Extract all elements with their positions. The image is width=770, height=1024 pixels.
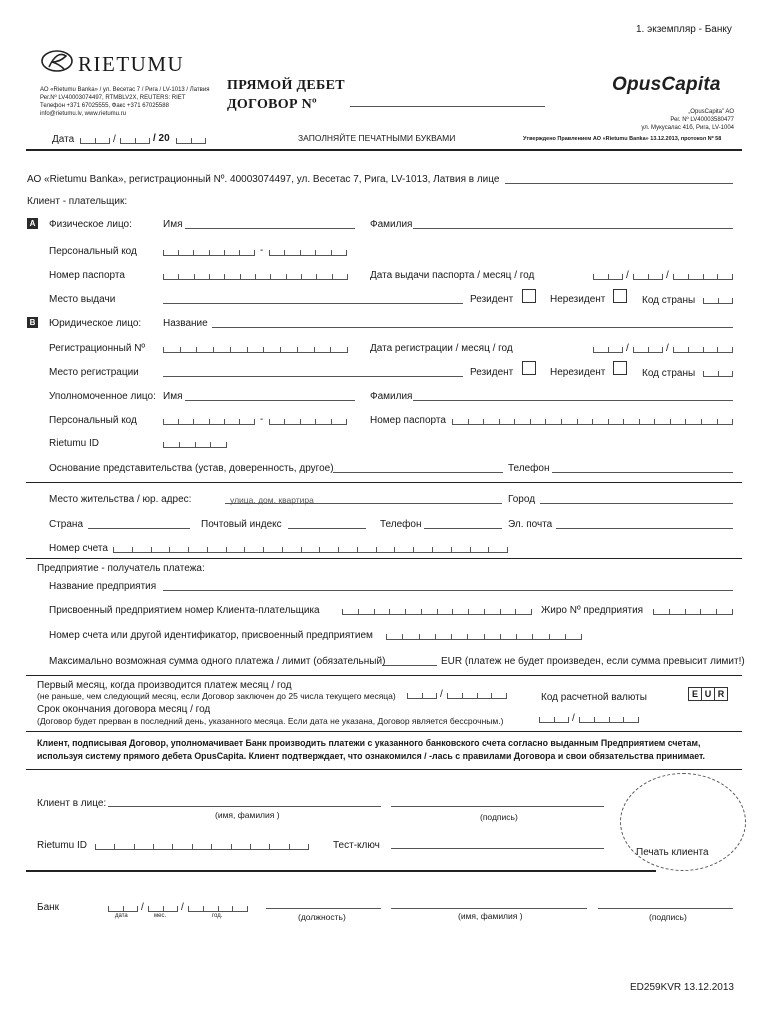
first-month-label: Первый месяц, когда производится платеж месяц / год <box>37 680 292 691</box>
bank-address-line: Рег.Nº LV40003074497, RTMBLV2X, REUTERS: RIET <box>40 95 186 101</box>
client-rietumu-id-field[interactable] <box>95 844 309 850</box>
account-number-field[interactable] <box>113 547 508 553</box>
reg-day-field[interactable] <box>593 347 623 353</box>
client-heading: Клиент - плательщик: <box>27 196 128 207</box>
max-amount-label: Максимально возможная сумма одного платежа / лимит (обязательный) <box>49 656 386 667</box>
phone-field[interactable] <box>552 472 733 473</box>
bank-address-line: Телефон +371 67025555, Факс +371 67025588 <box>40 103 169 109</box>
bank-position-field[interactable] <box>266 908 381 909</box>
opus-address <box>604 108 734 132</box>
signature-hint: (подпись) <box>480 812 518 822</box>
personal-code-part1-field[interactable] <box>163 250 255 256</box>
company-name-label: Название <box>163 318 208 329</box>
name-hint: (имя, фамилия ) <box>215 810 280 820</box>
section-divider <box>26 731 742 732</box>
representation-basis-field[interactable] <box>333 472 503 473</box>
currency-letter: E <box>689 688 702 700</box>
personal-code-dash: - <box>260 414 264 425</box>
address-phone-field[interactable] <box>424 528 502 529</box>
giro-field[interactable] <box>653 609 733 615</box>
reg-place-label: Место регистрации <box>49 367 139 378</box>
bank-address <box>40 86 209 118</box>
rietumu-emblem-icon <box>40 48 74 74</box>
name-field[interactable] <box>185 228 355 229</box>
section-divider <box>26 769 742 770</box>
opus-address-line: Рег. Nº LV40003580477 <box>670 117 734 123</box>
bank-section-divider <box>26 870 656 872</box>
currency-code-field[interactable] <box>688 687 728 701</box>
personal-code-dash: - <box>260 245 264 256</box>
date-separator: / <box>141 902 144 913</box>
section-divider <box>26 675 742 676</box>
position-hint: (должность) <box>298 912 346 922</box>
opuscapita-logo: OpusCapita <box>612 74 721 95</box>
giro-label: Жиро Nº предприятия <box>541 605 644 616</box>
date-separator: / <box>666 270 669 281</box>
opus-address-line: ул. Мукусалас 41б, Рига, LV-1004 <box>641 125 734 131</box>
auth-name-label: Имя <box>163 391 183 402</box>
nonresident-label: Нерезидент <box>550 367 606 378</box>
enterprise-heading: Предприятие - получатель платежа: <box>37 563 205 574</box>
reg-year-field[interactable] <box>673 347 733 353</box>
bank-signature-label: Банк <box>37 902 60 913</box>
auth-name-field[interactable] <box>185 400 355 401</box>
bank-representative-field[interactable] <box>505 183 733 184</box>
auth-personal-code-label: Персональный код <box>49 415 137 426</box>
city-field[interactable] <box>540 503 733 504</box>
authorization-text-line1: Клиент, подписывая Договор, уполномачивает Банк производить платежи с указанного банковского счета согласно выданным Предприятием счетам, <box>37 738 701 748</box>
residence-label: Место жительства / юр. адрес: <box>49 494 192 505</box>
city-label: Город <box>508 494 536 505</box>
date-separator: / <box>626 343 629 354</box>
date-separator: / <box>440 689 443 700</box>
first-month-month-field[interactable] <box>407 693 437 699</box>
nonresident-label: Нерезидент <box>550 294 606 305</box>
client-signature-field[interactable] <box>391 806 604 807</box>
opus-address-line: „OpusCapita” AO <box>688 109 734 115</box>
end-month-field[interactable] <box>539 717 569 723</box>
personal-code-part2-field[interactable] <box>269 250 347 256</box>
currency-letter: U <box>702 688 715 700</box>
country-code-field[interactable] <box>703 371 733 377</box>
representation-basis-label: Основание представительства (устав, доверенность, другое) <box>49 463 334 474</box>
client-number-label: Присвоенный предприятием номер Клиента-плательщика <box>49 605 320 616</box>
individual-label: Физическое лицо: <box>49 219 132 230</box>
auth-passport-label: Номер паспорта <box>370 415 446 426</box>
client-rietumu-id-label: Rietumu ID <box>37 840 88 851</box>
postcode-field[interactable] <box>288 528 366 529</box>
bank-signature-field[interactable] <box>598 908 733 909</box>
date-separator: / <box>113 134 116 145</box>
date-year-field[interactable] <box>176 138 206 144</box>
section-a-marker: A <box>27 218 38 229</box>
date-month-field[interactable] <box>120 138 150 144</box>
fill-instruction: ЗАПОЛНЯЙТЕ ПЕЧАТНЫМИ БУКВАМИ <box>298 133 456 143</box>
name-label: Имя <box>163 219 183 230</box>
account-id-field[interactable] <box>386 634 582 640</box>
auth-personal-code-part2-field[interactable] <box>269 419 347 425</box>
passport-label: Номер паспорта <box>49 270 125 281</box>
address-phone-label: Телефон <box>380 519 422 530</box>
intro-text: АО «Rietumu Banka», регистрационный Nº. 40003074497, ул. Весетас 7, Рига, LV-1013, Латвия в лице <box>27 174 500 185</box>
date-day-field[interactable] <box>80 138 110 144</box>
nonresident-checkbox[interactable] <box>613 361 627 375</box>
first-month-hint: (не раньше, чем следующий месяц, если Договор заключен до 25 числа текущего месяца) <box>37 691 396 701</box>
account-id-label: Номер счета или другой идентификатор, присвоенный предприятием <box>49 630 373 641</box>
street-field[interactable] <box>225 503 502 504</box>
date-separator: / <box>181 902 184 913</box>
max-amount-field[interactable] <box>382 665 437 666</box>
email-label: Эл. почта <box>508 519 553 530</box>
passport-day-field[interactable] <box>593 274 623 280</box>
reg-place-field[interactable] <box>163 376 463 377</box>
date-separator: / <box>666 343 669 354</box>
month-hint: мес. <box>154 913 167 919</box>
form-title-line2: ДОГОВОР Nº <box>227 97 317 112</box>
bank-name-hint: (имя, фамилия ) <box>458 911 523 921</box>
date-separator: / <box>626 270 629 281</box>
bank-signature-hint: (подпись) <box>649 912 687 922</box>
personal-code-label: Персональный код <box>49 246 137 257</box>
end-year-field[interactable] <box>579 717 639 723</box>
client-stamp-label: Печать клиента <box>636 847 709 858</box>
country-code-label: Код страны <box>642 368 696 379</box>
country-field[interactable] <box>88 528 190 529</box>
country-label: Страна <box>49 519 84 530</box>
passport-year-field[interactable] <box>673 274 733 280</box>
auth-passport-field[interactable] <box>452 419 733 425</box>
surname-field[interactable] <box>413 228 733 229</box>
rietumu-wordmark: RIETUMU <box>78 52 185 76</box>
client-signature-label: Клиент в лице: <box>37 798 107 809</box>
reg-month-field[interactable] <box>633 347 663 353</box>
test-key-field[interactable] <box>391 848 604 849</box>
section-divider <box>26 482 742 483</box>
reg-number-label: Регистрационный Nº <box>49 343 146 354</box>
bank-address-line: info@rietumu.lv, www.rietumu.ru <box>40 111 127 117</box>
contract-number-field[interactable] <box>350 106 545 107</box>
rietumu-id-field[interactable] <box>163 442 227 448</box>
rietumu-logo <box>40 48 74 79</box>
bank-address-line: АО «Rietumu Banka» / ул. Весетас 7 / Рига / LV-1013 / Латвия <box>40 87 210 93</box>
postcode-label: Почтовый индекс <box>201 519 282 530</box>
end-date-hint: (Договор будет прерван в последний день, указанного месяца. Если дата не указана, Договор является бессрочным.) <box>37 716 504 726</box>
issue-place-field[interactable] <box>163 303 463 304</box>
header-divider <box>26 149 742 151</box>
country-code-field[interactable] <box>703 298 733 304</box>
resident-label: Резидент <box>470 367 514 378</box>
nonresident-checkbox[interactable] <box>613 289 627 303</box>
currency-code-label: Код расчетной валюты <box>541 692 647 703</box>
approved-note: Утверждено Правлением АО «Rietumu Banka» 13.12.2013, протокол Nº 58 <box>523 136 722 142</box>
enterprise-name-label: Название предприятия <box>49 581 157 592</box>
surname-label: Фамилия <box>370 219 413 230</box>
bank-name-field[interactable] <box>391 908 587 909</box>
passport-number-field[interactable] <box>163 274 348 280</box>
enterprise-name-field[interactable] <box>163 590 733 591</box>
legal-entity-label: Юридическое лицо: <box>49 318 142 329</box>
section-b-marker: B <box>27 317 38 328</box>
client-number-field[interactable] <box>342 609 532 615</box>
client-name-field[interactable] <box>108 806 381 807</box>
form-code: ED259KVR 13.12.2013 <box>630 982 734 993</box>
reg-number-field[interactable] <box>163 347 348 353</box>
end-date-label: Срок окончания договора месяц / год <box>37 704 211 715</box>
account-number-label: Номер счета <box>49 543 108 554</box>
resident-checkbox[interactable] <box>522 361 536 375</box>
first-month-year-field[interactable] <box>447 693 507 699</box>
rietumu-id-label: Rietumu ID <box>49 438 100 449</box>
date-year-prefix: / 20 <box>153 133 170 144</box>
reg-date-label: Дата регистрации / месяц / год <box>370 343 513 354</box>
auth-personal-code-part1-field[interactable] <box>163 419 255 425</box>
passport-date-label: Дата выдачи паспорта / месяц / год <box>370 270 535 281</box>
passport-month-field[interactable] <box>633 274 663 280</box>
authorization-text-line2: используя систему прямого дебета OpusCapita. Клиент подтверждает, что ознакомился / -лась с правилами Договора и свои обязательства принимает. <box>37 751 705 761</box>
company-name-field[interactable] <box>212 327 733 328</box>
country-code-label: Код страны <box>642 295 696 306</box>
section-divider <box>26 558 742 559</box>
date-label: Дата <box>52 134 75 145</box>
year-hint: год. <box>212 913 223 919</box>
form-title-line1: ПРЯМОЙ ДЕБЕТ <box>227 78 345 93</box>
street-hint: улица, дом, квартира <box>230 495 314 505</box>
auth-surname-field[interactable] <box>413 400 733 401</box>
resident-checkbox[interactable] <box>522 289 536 303</box>
copy-note: 1. экземпляр - Банку <box>636 24 732 35</box>
currency-note: EUR (платеж не будет произведен, если сумма превысит лимит!) <box>441 656 745 667</box>
currency-letter: R <box>717 689 725 699</box>
phone-label: Телефон <box>508 463 550 474</box>
date-separator: / <box>572 713 575 724</box>
test-key-label: Тест-ключ <box>333 840 380 851</box>
resident-label: Резидент <box>470 294 514 305</box>
authorized-person-label: Уполномоченное лицо: <box>49 391 156 402</box>
issue-place-label: Место выдачи <box>49 294 116 305</box>
date-hint: дата <box>115 913 128 919</box>
auth-surname-label: Фамилия <box>370 391 413 402</box>
email-field[interactable] <box>556 528 733 529</box>
